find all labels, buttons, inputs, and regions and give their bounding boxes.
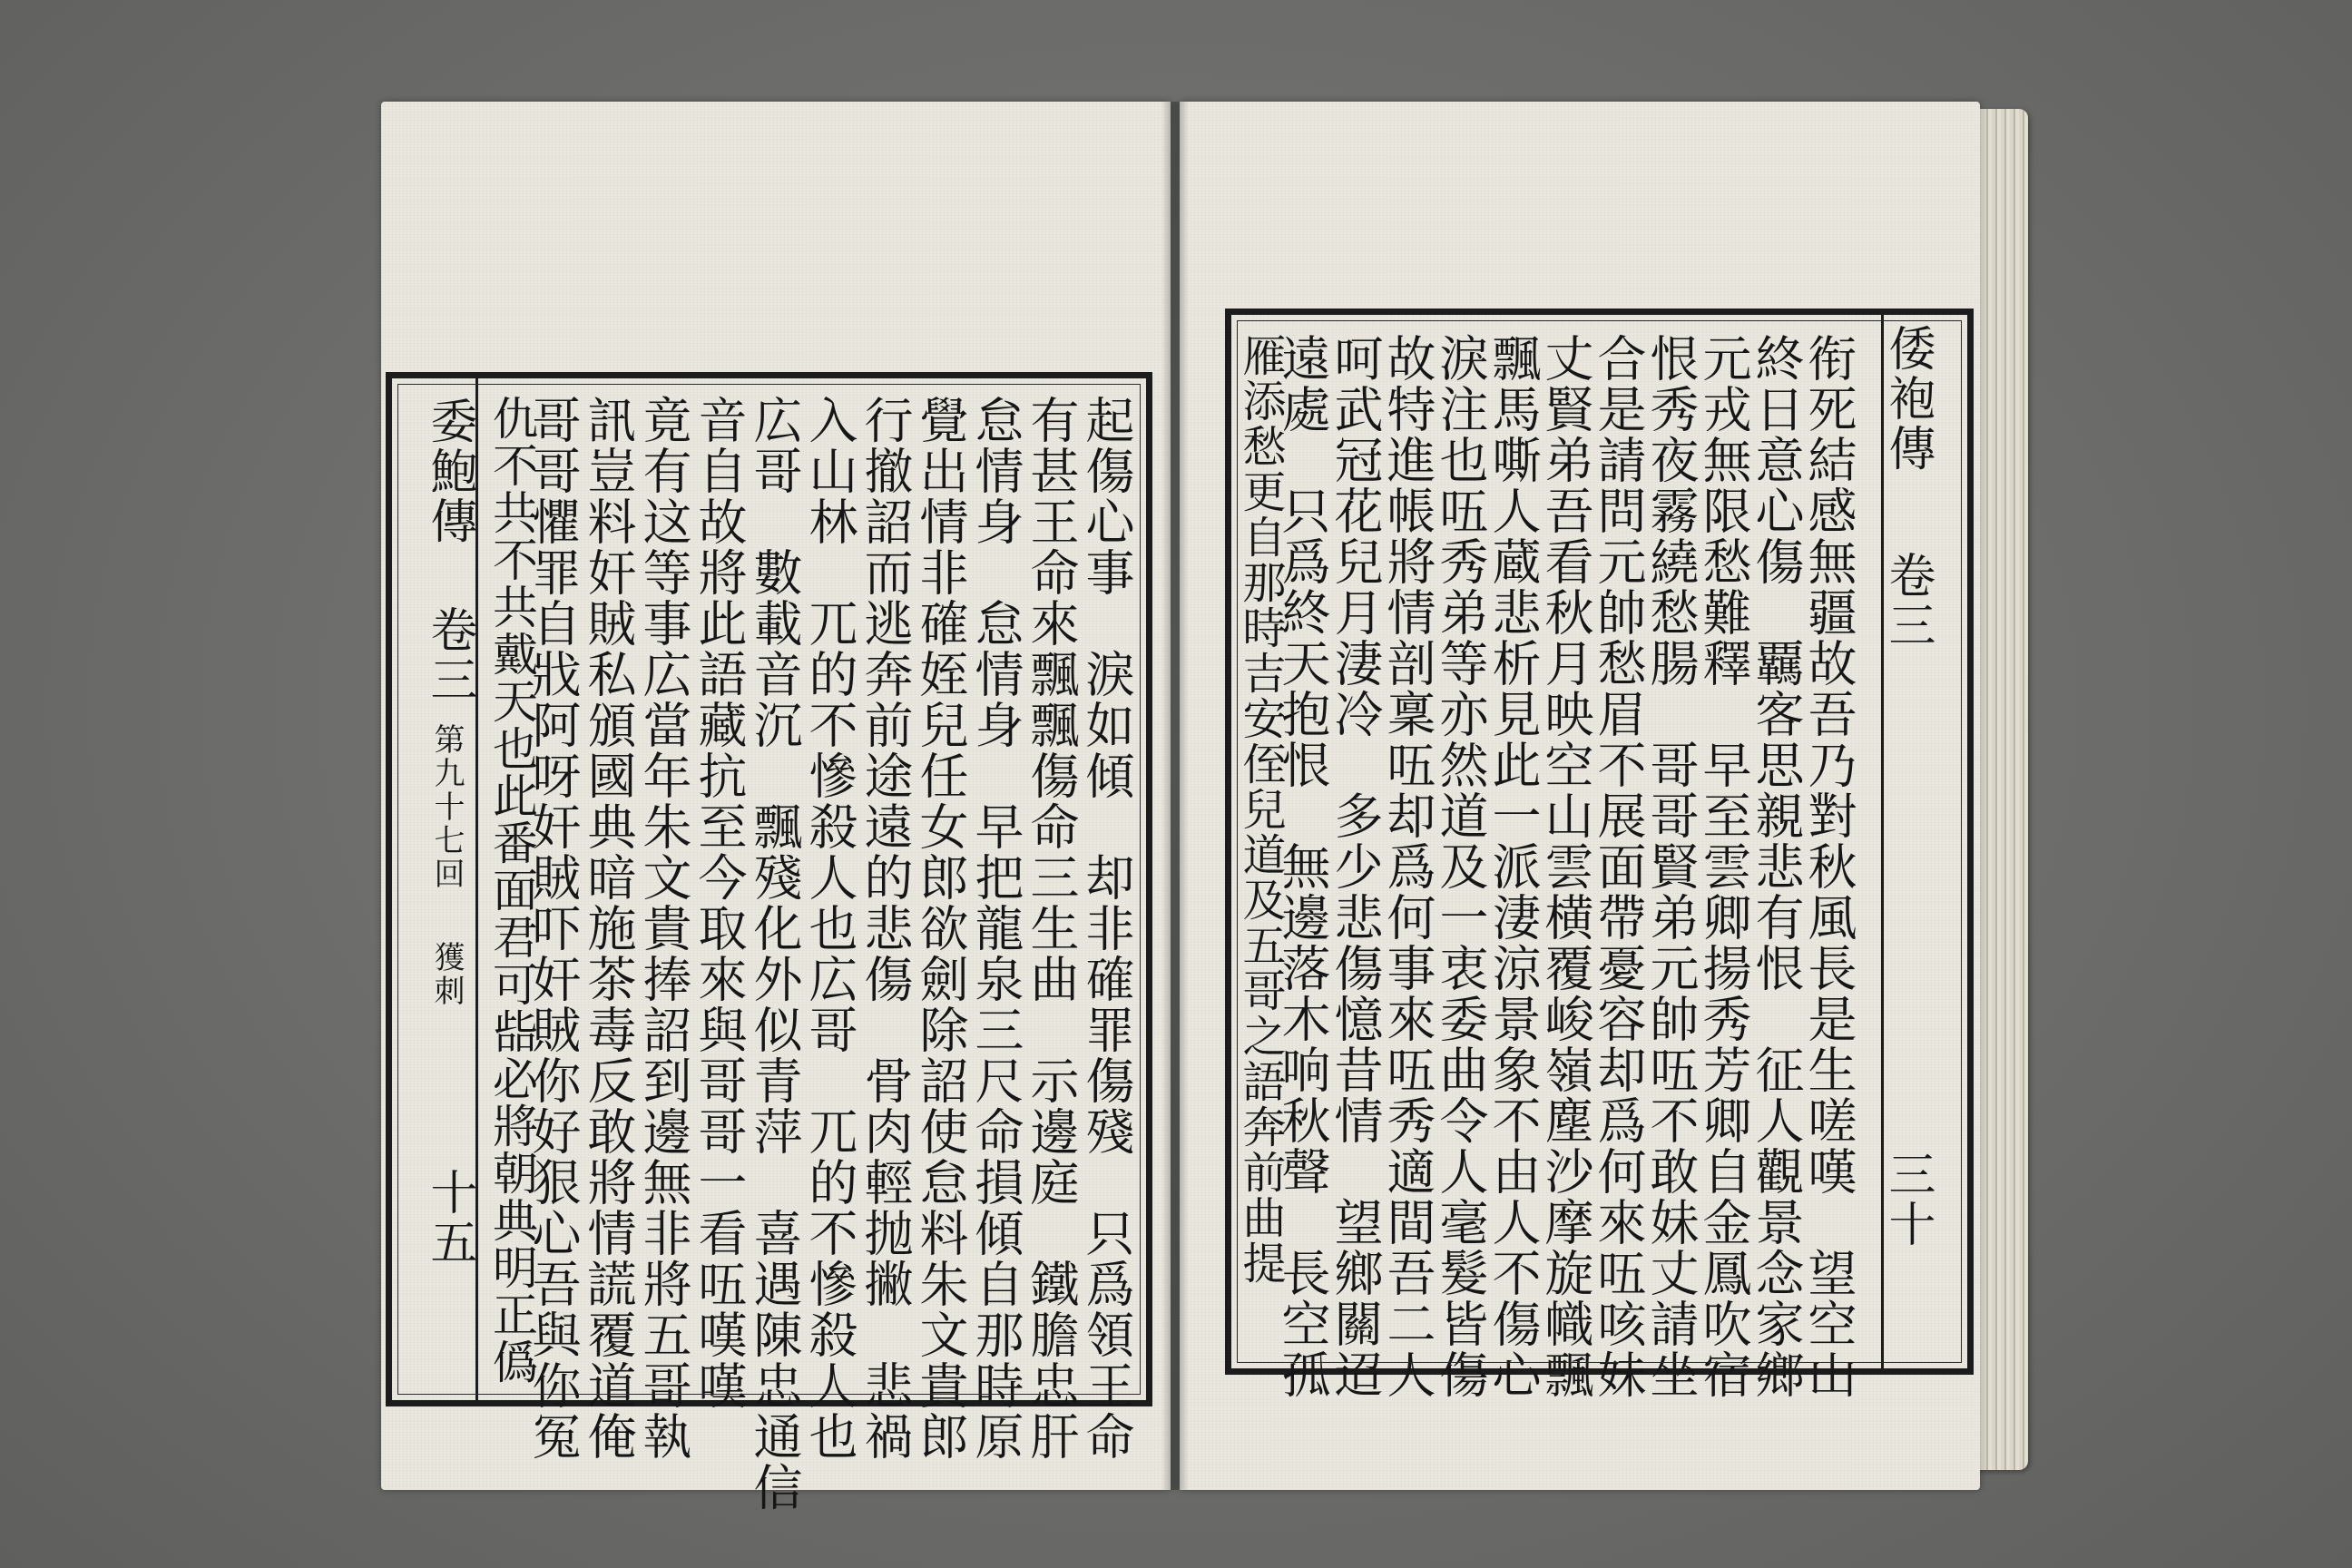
text-column: 広哥 數載音沉 飄殘化外似青萍 喜遇陳忠通信 (746, 395, 803, 1513)
text-column: 遠處 只爲終天抱恨 無邊落木响秋聲 長空孤 (1274, 333, 1331, 1400)
text-column: 竟有这等事広當年朱文貴捧詔到邊無非將五哥執 (635, 395, 692, 1462)
text-column: 元戎無限愁難釋 早至雲卿揚秀芳卿自金鳳吹宿 (1695, 333, 1752, 1400)
text-column: 覺出情非確姪兒任女郎欲劍除詔使怠料朱文貴郎 (912, 395, 969, 1462)
text-column: 入山林 兀的不慘殺人也広哥 兀的不慘殺人也 (801, 395, 858, 1462)
left-text-frame (386, 372, 1152, 1513)
text-column: 故特進帳將情剖稟㕶却爲何事來㕶秀適間吾二人 (1379, 333, 1436, 1400)
text-column: 音自故將此語藏抗至今取來與哥哥一看㕶嘆嘆 (691, 395, 748, 1411)
text-column: 合是請問元帥愁眉不展面帶憂容却爲何來㕶咳妹 (1590, 333, 1647, 1400)
text-column: 雁添愁更自那時吉安侄兒道及五哥之語奔前曲提 (1235, 333, 1286, 1286)
text-column: 衔死結感無疆故吾乃對秋風長是生嗟嘆 望空山 (1800, 333, 1857, 1400)
folio-rule (475, 378, 478, 1400)
right-folio-page-number: 三十 (1880, 1150, 1935, 1250)
book-gutter (1161, 102, 1189, 1490)
text-column: 飄馬嘶人蔵悲析見此一派淒涼景象不由人不傷心 (1485, 333, 1542, 1400)
right-text-frame (1225, 309, 1974, 1400)
text-column: 有甚王命來飄飄傷命三生曲 示邊庭 鐵膽忠肝 (1023, 395, 1080, 1462)
left-folio-chapter-title: 獲刺 (428, 941, 465, 1008)
text-column: 淚注也㕶秀弟等亦然道及一衷委曲令人毫髮皆傷 (1432, 333, 1489, 1400)
text-column: 哥哥懼罪自戕阿呀奸賊吓奸賊你好狠心吾與你冤 (524, 395, 582, 1462)
text-column: 仇不共不共戴天也此番面君可啙必將朝典明正僞 (485, 395, 538, 1386)
left-folio-title: 委鮑傳 (422, 397, 476, 546)
text-column: 起傷心事 淚如傾 却非確罪傷殘 只爲領王命 (1078, 395, 1135, 1462)
text-column: 恨秀夜霧繞愁腸 哥哥賢弟元帥㕶不敢妹丈請坐 (1642, 333, 1700, 1400)
left-folio-volume: 卷三 (422, 605, 476, 705)
text-column: 怠情身 怠情身 早把龍泉三尺命損傾自那時原 (967, 395, 1024, 1462)
text-column: 訊豈料奸賊私頒國典暗施茶毒反敢將情謊覆道俺 (580, 395, 637, 1462)
left-folio-page-number: 十五 (422, 1168, 476, 1268)
text-column: 丈賢弟吾看秋月映空山雲横覆峻嶺塵沙摩旋幟飄 (1537, 333, 1594, 1400)
text-column: 終日意心傷 覊客思親悲有恨 征人觀景念家鄉 (1748, 333, 1805, 1400)
text-column: 行撤詔而逃奔前途遠的悲傷 骨肉輕抛撇 悲禍 (857, 395, 914, 1462)
folio-rule (1881, 315, 1884, 1368)
text-column: 呵武冠花兒月淒冷 多少悲傷憶昔情 望鄉關迢 (1327, 333, 1384, 1400)
left-folio-chapter: 第九十七回 (428, 723, 465, 891)
right-folio-title: 倭袍傳 (1880, 324, 1935, 474)
right-folio-volume: 卷三 (1880, 551, 1935, 651)
